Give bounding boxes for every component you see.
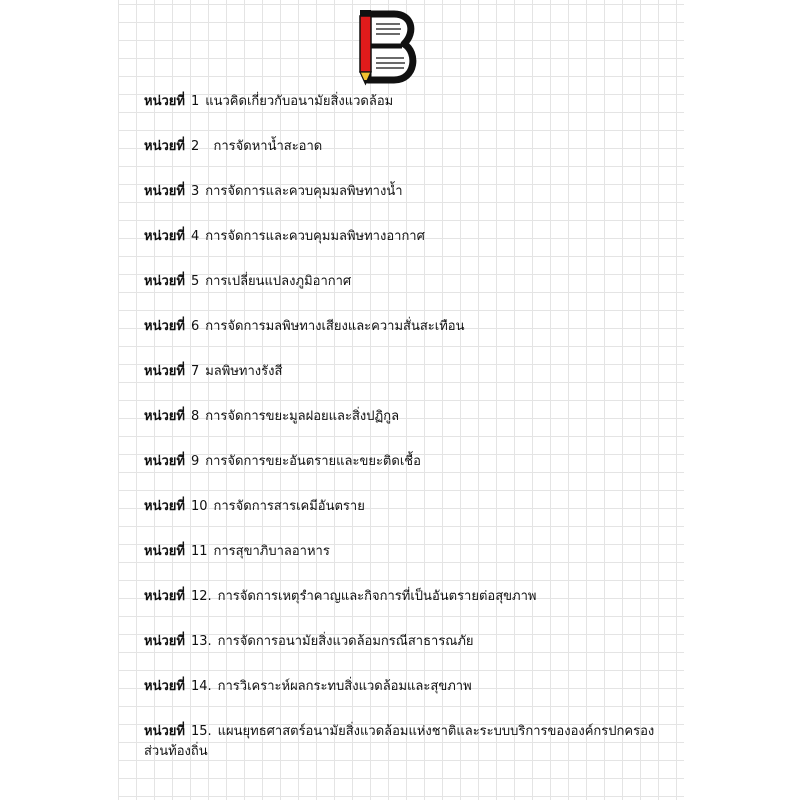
unit-prefix: หน่วยที่	[144, 274, 185, 289]
unit-number: 9	[190, 454, 200, 469]
unit-item	[144, 407, 674, 452]
unit-prefix: หน่วยที่	[144, 319, 185, 334]
unit-item	[144, 92, 674, 137]
unit-title: การจัดหาน้ำสะอาด	[205, 139, 323, 154]
unit-prefix: หน่วยที่	[144, 364, 185, 379]
unit-item	[144, 677, 674, 722]
unit-item	[144, 722, 674, 762]
unit-number: 3	[190, 184, 200, 199]
unit-prefix: หน่วยที่	[144, 679, 185, 694]
unit-prefix: หน่วยที่	[144, 589, 185, 604]
unit-title: การจัดการมลพิษทางเสียงและความสั่นสะเทือน	[205, 319, 465, 334]
right-margin	[684, 0, 800, 800]
unit-title: การสุขาภิบาลอาหาร	[213, 544, 330, 559]
unit-number: 5	[190, 274, 200, 289]
unit-number: 11	[190, 544, 208, 559]
unit-prefix: หน่วยที่	[144, 724, 185, 739]
unit-prefix: หน่วยที่	[144, 499, 185, 514]
unit-item	[144, 137, 674, 182]
unit-number: 14.	[190, 679, 212, 694]
unit-number: 8	[190, 409, 200, 424]
pencil-cap	[360, 10, 371, 16]
unit-item	[144, 497, 674, 542]
unit-prefix: หน่วยที่	[144, 184, 185, 199]
unit-number: 6	[190, 319, 200, 334]
unit-title: แนวคิดเกี่ยวกับอนามัยสิ่งแวดล้อม	[205, 94, 394, 109]
unit-item	[144, 587, 674, 632]
unit-title: มลพิษทางรังสี	[205, 364, 283, 379]
unit-title: การจัดการสารเคมีอันตราย	[213, 499, 365, 514]
unit-number: 4	[190, 229, 200, 244]
unit-title: การจัดการขยะมูลฝอยและสิ่งปฏิกูล	[205, 409, 400, 424]
unit-number: 7	[190, 364, 200, 379]
unit-number: 10	[190, 499, 208, 514]
unit-number: 15.	[190, 724, 212, 739]
unit-title: การจัดการอนามัยสิ่งแวดล้อมกรณีสาธารณภัย	[217, 634, 474, 649]
unit-item	[144, 182, 674, 227]
unit-item	[144, 452, 674, 497]
unit-number: 2	[190, 139, 200, 154]
book-pencil-icon	[354, 8, 422, 86]
unit-prefix: หน่วยที่	[144, 229, 185, 244]
unit-number: 1	[190, 94, 200, 109]
unit-item	[144, 542, 674, 587]
unit-prefix: หน่วยที่	[144, 409, 185, 424]
unit-item	[144, 317, 674, 362]
unit-item	[144, 632, 674, 677]
unit-title: การจัดการขยะอันตรายและขยะติดเชื้อ	[205, 454, 421, 469]
unit-prefix: หน่วยที่	[144, 634, 185, 649]
unit-prefix: หน่วยที่	[144, 94, 185, 109]
unit-item	[144, 362, 674, 407]
left-margin	[0, 0, 118, 800]
pencil-body	[360, 16, 371, 72]
unit-prefix: หน่วยที่	[144, 544, 185, 559]
unit-title: การวิเคราะห์ผลกระทบสิ่งแวดล้อมและสุขภาพ	[217, 679, 472, 694]
unit-prefix: หน่วยที่	[144, 454, 185, 469]
unit-number: 13.	[190, 634, 212, 649]
unit-item	[144, 272, 674, 317]
unit-title: การจัดการและควบคุมมลพิษทางอากาศ	[205, 229, 425, 244]
unit-title: การเปลี่ยนแปลงภูมิอากาศ	[205, 274, 352, 289]
unit-number: 12.	[190, 589, 212, 604]
unit-title: การจัดการเหตุรำคาญและกิจการที่เป็นอันตรายต่อสุขภาพ	[217, 589, 537, 604]
unit-prefix: หน่วยที่	[144, 139, 185, 154]
unit-list	[144, 92, 674, 762]
unit-title: การจัดการและควบคุมมลพิษทางน้ำ	[205, 184, 403, 199]
unit-item	[144, 227, 674, 272]
unit-title: แผนยุทธศาสตร์อนามัยสิ่งแวดล้อมแห่งชาติและระบบบริการขององค์กรปกครองส่วนท้องถิ่น	[144, 724, 655, 759]
